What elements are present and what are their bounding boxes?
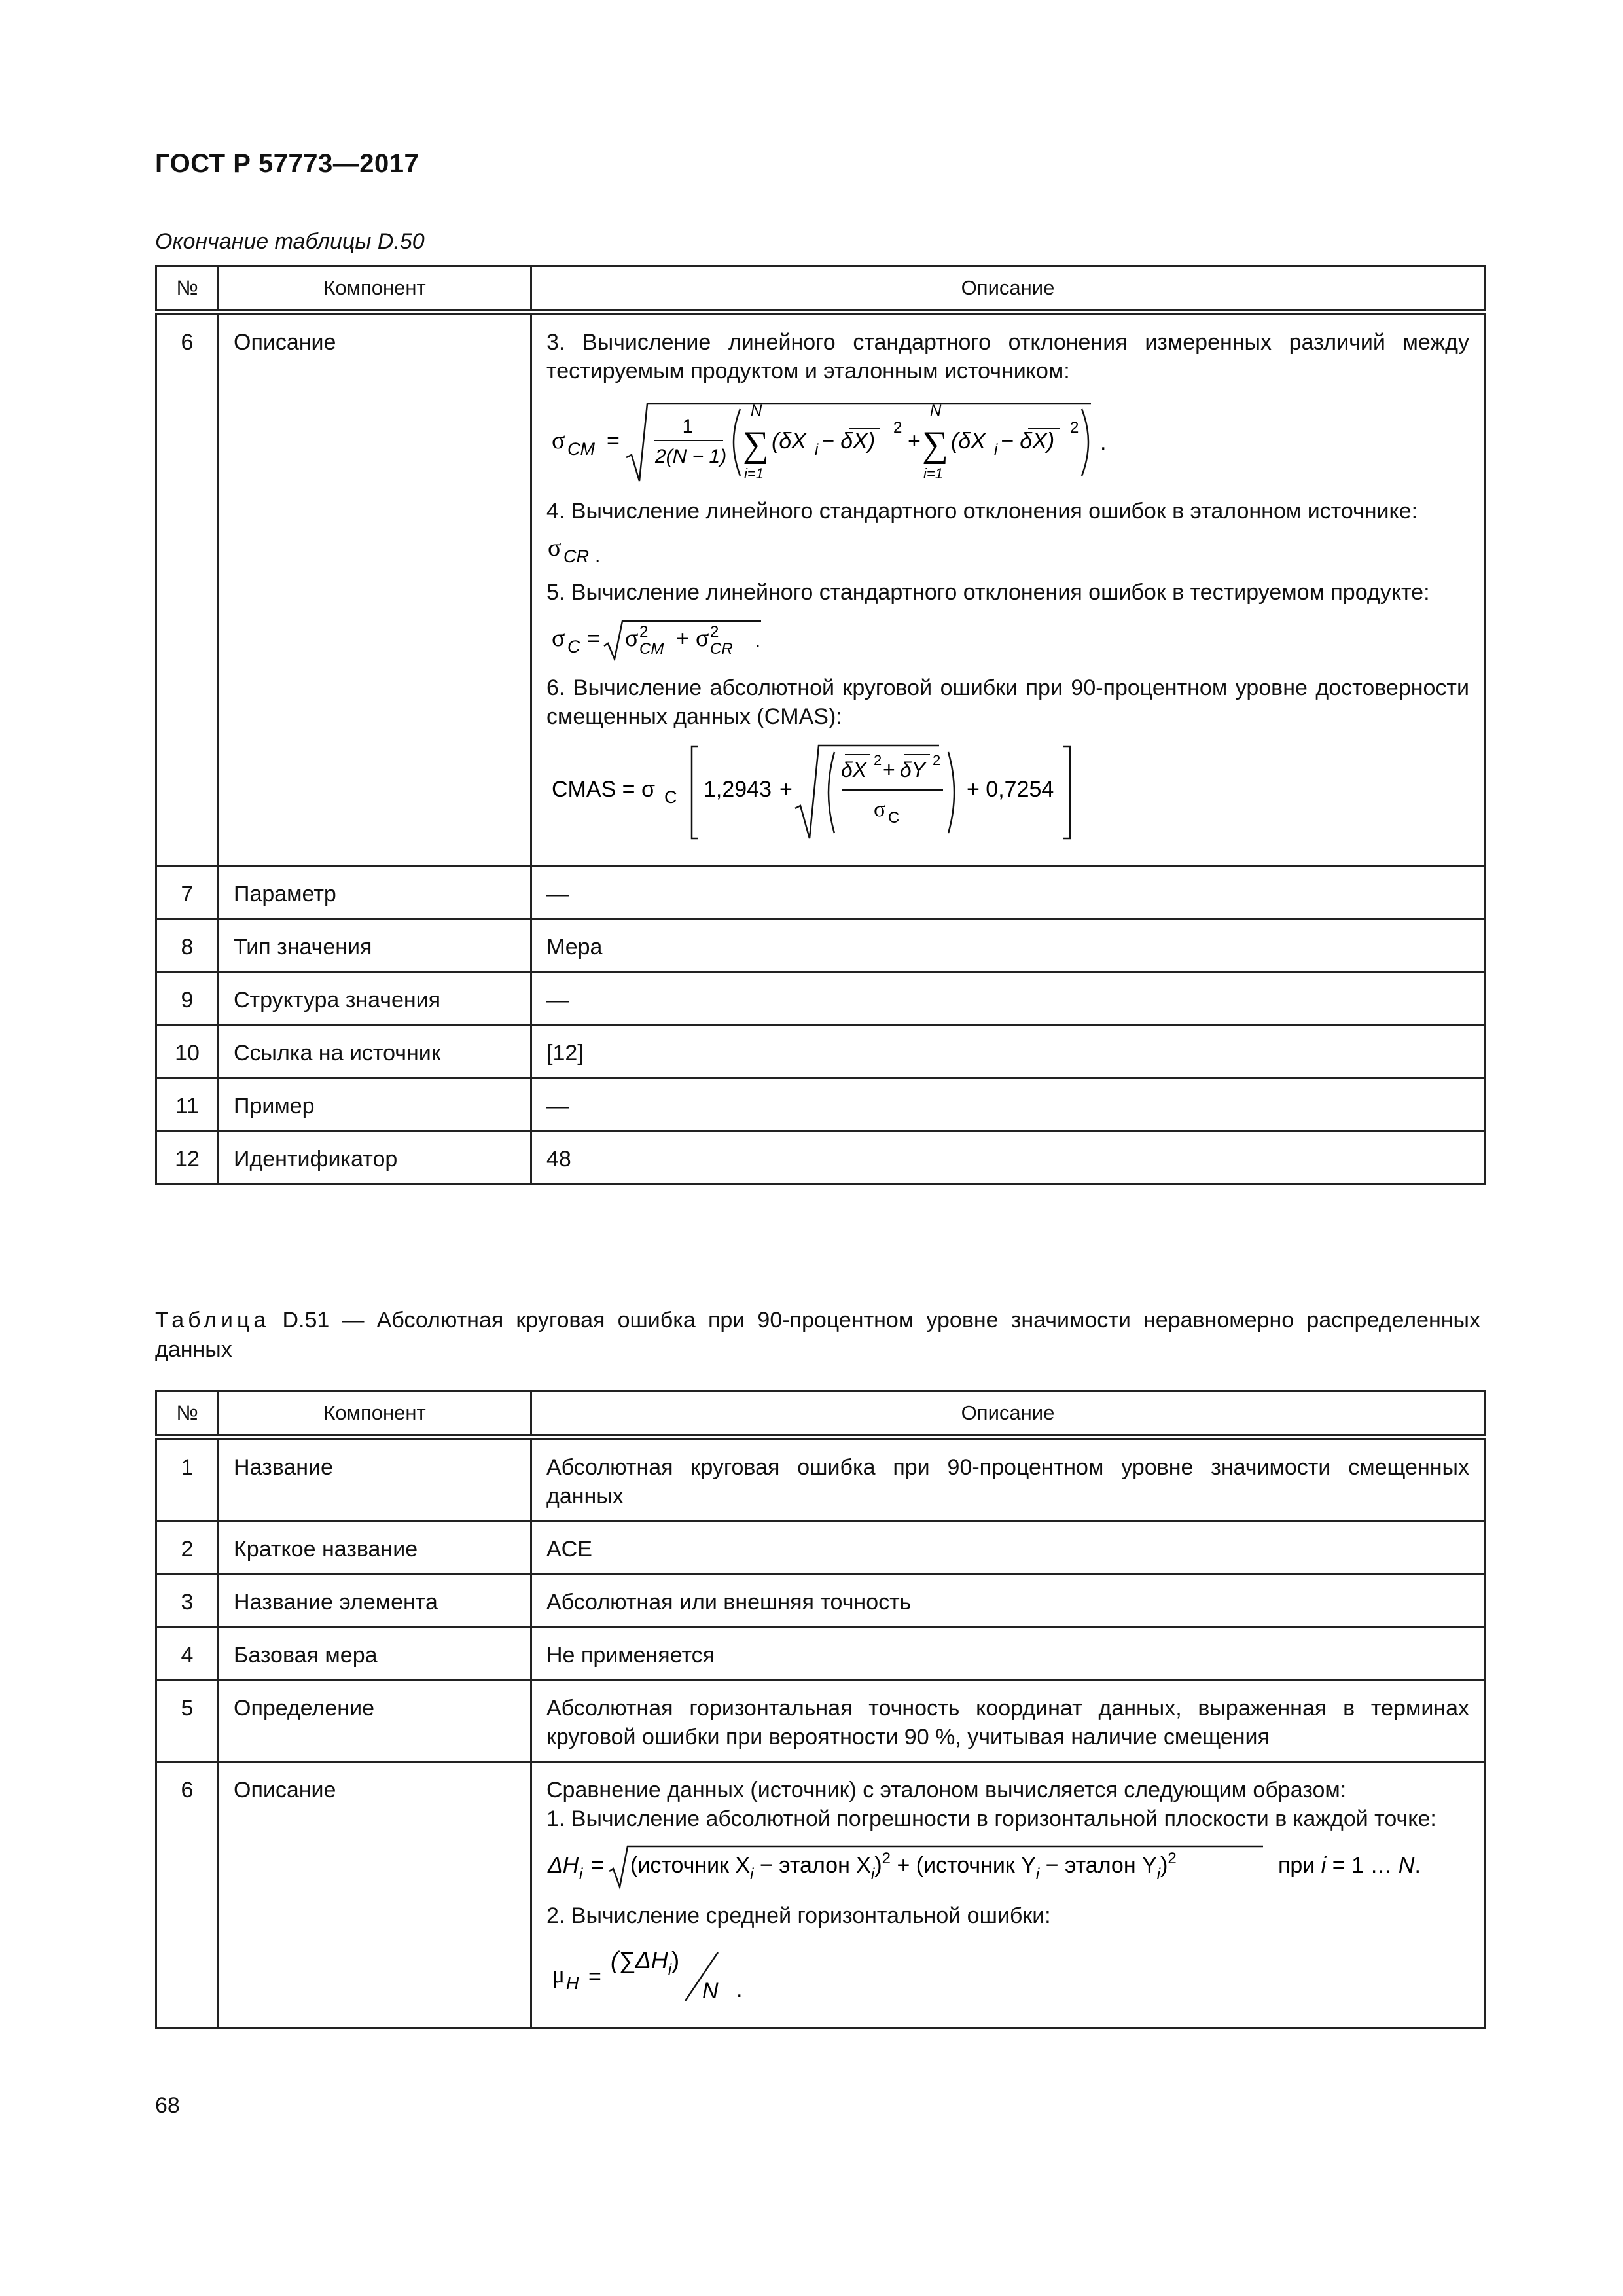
table-row: [156, 1627, 1485, 1680]
row-number: 3: [156, 1574, 219, 1627]
svg-text:2: 2: [933, 752, 941, 768]
row-component: Ссылка на источник: [219, 1025, 531, 1078]
column-header-number: №: [156, 266, 219, 312]
row-component: Краткое название: [219, 1521, 531, 1574]
row-component: Описание: [219, 1762, 531, 2028]
svg-text:C: C: [888, 809, 900, 827]
svg-text:.: .: [1100, 430, 1107, 455]
svg-text:.: .: [595, 545, 601, 567]
table-row: [156, 972, 1485, 1025]
svg-text:CR: CR: [710, 640, 733, 658]
table-row: [156, 1521, 1485, 1574]
row-number: 6: [156, 312, 219, 866]
table-row: [156, 1762, 1485, 2028]
row-component: Базовая мера: [219, 1627, 531, 1680]
table-continuation-caption: Окончание таблицы D.50: [155, 229, 425, 254]
svg-text:σ: σ: [552, 427, 565, 454]
svg-text:.: .: [736, 1977, 743, 2002]
step3-text: 3. Вычисление линейного стандартного отклонения измеренных различий между тестируемым продуктом и эталонным источником:: [546, 330, 1469, 384]
formula-sigma-cm: [546, 395, 1469, 486]
row-description: 48: [531, 1131, 1485, 1184]
row-number: 1: [156, 1437, 219, 1521]
svg-text:+: +: [883, 758, 895, 781]
svg-text:(источник Xi − эталон Xi)2 + (: (источник $X_i$ − эталон $X_i)^2$ + (источник $Y_i$ − эталон $Y_i)^2$: [630, 1850, 1177, 1883]
row-component: Название: [219, 1437, 531, 1521]
row-component: Тип значения: [219, 919, 531, 972]
formula-delta-h: [546, 1842, 1469, 1891]
document-code: ГОСТ Р 57773—2017: [155, 149, 419, 178]
formula-sigma-cr: [546, 535, 1469, 567]
table-row: [156, 1131, 1485, 1184]
svg-text:δY: δY: [900, 758, 926, 781]
intro-text: Сравнение данных (источник) с эталоном вычисляется следующим образом:: [546, 1778, 1347, 1803]
formula-mu-h: [546, 1939, 1469, 2007]
svg-text:σ: σ: [552, 624, 565, 652]
svg-text:∑: ∑: [743, 424, 769, 465]
row-description: Абсолютная или внешняя точность: [531, 1574, 1485, 1627]
svg-text:(∑ΔHi): $(\sum\Delta H_i)$: [611, 1946, 680, 1979]
step6-text: 6. Вычисление абсолютной круговой ошибки при 90-процентном уровне достоверности смещенных данных (CMAS):: [546, 675, 1469, 729]
row-component: Параметр: [219, 866, 531, 919]
row-number: 11: [156, 1078, 219, 1131]
svg-text:δX: δX: [841, 758, 867, 781]
svg-text:N: N: [702, 1979, 719, 2003]
table-header-row: [156, 266, 1485, 312]
row-component: Идентификатор: [219, 1131, 531, 1184]
svg-text:=: =: [607, 429, 620, 454]
row-component: Описание: [219, 312, 531, 866]
row-number: 2: [156, 1521, 219, 1574]
svg-text:i: i: [994, 441, 998, 459]
table-row: [156, 1574, 1485, 1627]
svg-text:N: N: [751, 402, 762, 420]
table-row: [156, 1680, 1485, 1762]
svg-text:− δX): − δX): [821, 429, 876, 454]
svg-text:ΔH: ΔH: [548, 1853, 579, 1878]
row-description: ACE: [531, 1521, 1485, 1574]
svg-text:1: 1: [682, 416, 694, 437]
svg-text:1,2943: 1,2943: [704, 777, 772, 802]
table-row: [156, 866, 1485, 919]
svg-text:CMAS = σ: CMAS = σ: [552, 777, 655, 802]
row-number: 9: [156, 972, 219, 1025]
row-number: 8: [156, 919, 219, 972]
svg-text:2: 2: [893, 419, 902, 437]
row-description: Мера: [531, 919, 1485, 972]
row-number: 4: [156, 1627, 219, 1680]
row-description: —: [531, 866, 1485, 919]
svg-text:2: 2: [710, 623, 719, 641]
svg-text:N: N: [930, 402, 942, 420]
table-d50: [155, 265, 1486, 1185]
svg-text:μ: μ: [552, 1961, 565, 1988]
svg-text:2: 2: [874, 752, 882, 768]
svg-text:i=1: i=1: [923, 465, 943, 482]
page-number: 68: [155, 2093, 180, 2118]
svg-text:σ: σ: [874, 797, 886, 821]
row-description: —: [531, 972, 1485, 1025]
row-component: Пример: [219, 1078, 531, 1131]
table-header-row: [156, 1391, 1485, 1437]
svg-text:− δX): − δX): [1001, 429, 1055, 454]
svg-text:CM: CM: [567, 439, 595, 459]
column-header-number: №: [156, 1391, 219, 1437]
svg-text:C: C: [567, 637, 580, 656]
svg-text:H: H: [566, 1973, 579, 1993]
step4-text: 4. Вычисление линейного стандартного отклонения ошибок в эталонном источнике:: [546, 499, 1418, 524]
table-d51-caption: [155, 1306, 1480, 1365]
row-description: [531, 312, 1485, 866]
row-component: Определение: [219, 1680, 531, 1762]
row-description: [12]: [531, 1025, 1485, 1078]
svg-text:=: =: [591, 1853, 604, 1878]
svg-text:σ: σ: [548, 535, 562, 562]
formula-sigma-c: [546, 616, 1469, 663]
table-row: [156, 312, 1485, 866]
step5-text: 5. Вычисление линейного стандартного отклонения ошибок в тестируемом продукте:: [546, 580, 1430, 605]
svg-text:i: i: [815, 441, 819, 459]
svg-text:+: +: [908, 429, 921, 454]
row-number: 5: [156, 1680, 219, 1762]
row-description: [531, 1762, 1485, 2028]
row-description: Абсолютная круговая ошибка при 90-процентном уровне значимости смещенных данных: [531, 1437, 1485, 1521]
column-header-component: Компонент: [219, 1391, 531, 1437]
svg-text:∑: ∑: [922, 424, 948, 465]
step1-text: 1. Вычисление абсолютной погрешности в горизонтальной плоскости в каждой точке:: [546, 1806, 1436, 1831]
table-d51: [155, 1390, 1486, 2029]
svg-text:2: 2: [1070, 419, 1079, 437]
svg-text:+: +: [676, 626, 689, 651]
table-row: [156, 1437, 1485, 1521]
row-number: 7: [156, 866, 219, 919]
column-header-description: Описание: [531, 266, 1485, 312]
svg-text:(δX: (δX: [772, 429, 806, 454]
svg-text:CR: CR: [563, 547, 589, 566]
row-number: 10: [156, 1025, 219, 1078]
row-description: —: [531, 1078, 1485, 1131]
svg-text:.: .: [755, 628, 761, 653]
column-header-component: Компонент: [219, 266, 531, 312]
svg-text:2(N − 1): 2(N − 1): [655, 446, 727, 467]
table-row: [156, 919, 1485, 972]
step2-text: 2. Вычисление средней горизонтальной ошибки:: [546, 1903, 1051, 1928]
table-row: [156, 1078, 1485, 1131]
row-component: Структура значения: [219, 972, 531, 1025]
svg-text:(δX: (δX: [951, 429, 986, 454]
svg-text:σ: σ: [625, 624, 639, 652]
svg-text:+ 0,7254: + 0,7254: [967, 777, 1054, 802]
svg-text:C: C: [664, 787, 677, 807]
table-caption-text: D.51 — Абсолютная круговая ошибка при 90-процентном уровне значимости неравномерно распределенных данных: [155, 1308, 1480, 1362]
svg-text:=: =: [588, 1964, 601, 1989]
svg-text:=: =: [587, 626, 600, 651]
svg-text:при i = 1 … N.: при i = 1 … N.: [1278, 1853, 1421, 1878]
row-component: Название элемента: [219, 1574, 531, 1627]
row-description: Не применяется: [531, 1627, 1485, 1680]
svg-text:i=1: i=1: [744, 465, 764, 482]
svg-text:2: 2: [639, 623, 649, 641]
svg-text:CM: CM: [639, 640, 664, 658]
svg-text:+: +: [779, 777, 793, 802]
row-number: 12: [156, 1131, 219, 1184]
svg-text:σ: σ: [696, 624, 709, 652]
table-row: [156, 1025, 1485, 1078]
row-number: 6: [156, 1762, 219, 2028]
row-description: Абсолютная горизонтальная точность координат данных, выраженная в терминах круговой ошибки при вероятности 90 %, учитывая наличие смещения: [531, 1680, 1485, 1762]
formula-cmas: [546, 740, 1469, 845]
svg-text:i: i: [579, 1865, 583, 1883]
table-caption-label: Таблица: [155, 1308, 270, 1333]
column-header-description: Описание: [531, 1391, 1485, 1437]
